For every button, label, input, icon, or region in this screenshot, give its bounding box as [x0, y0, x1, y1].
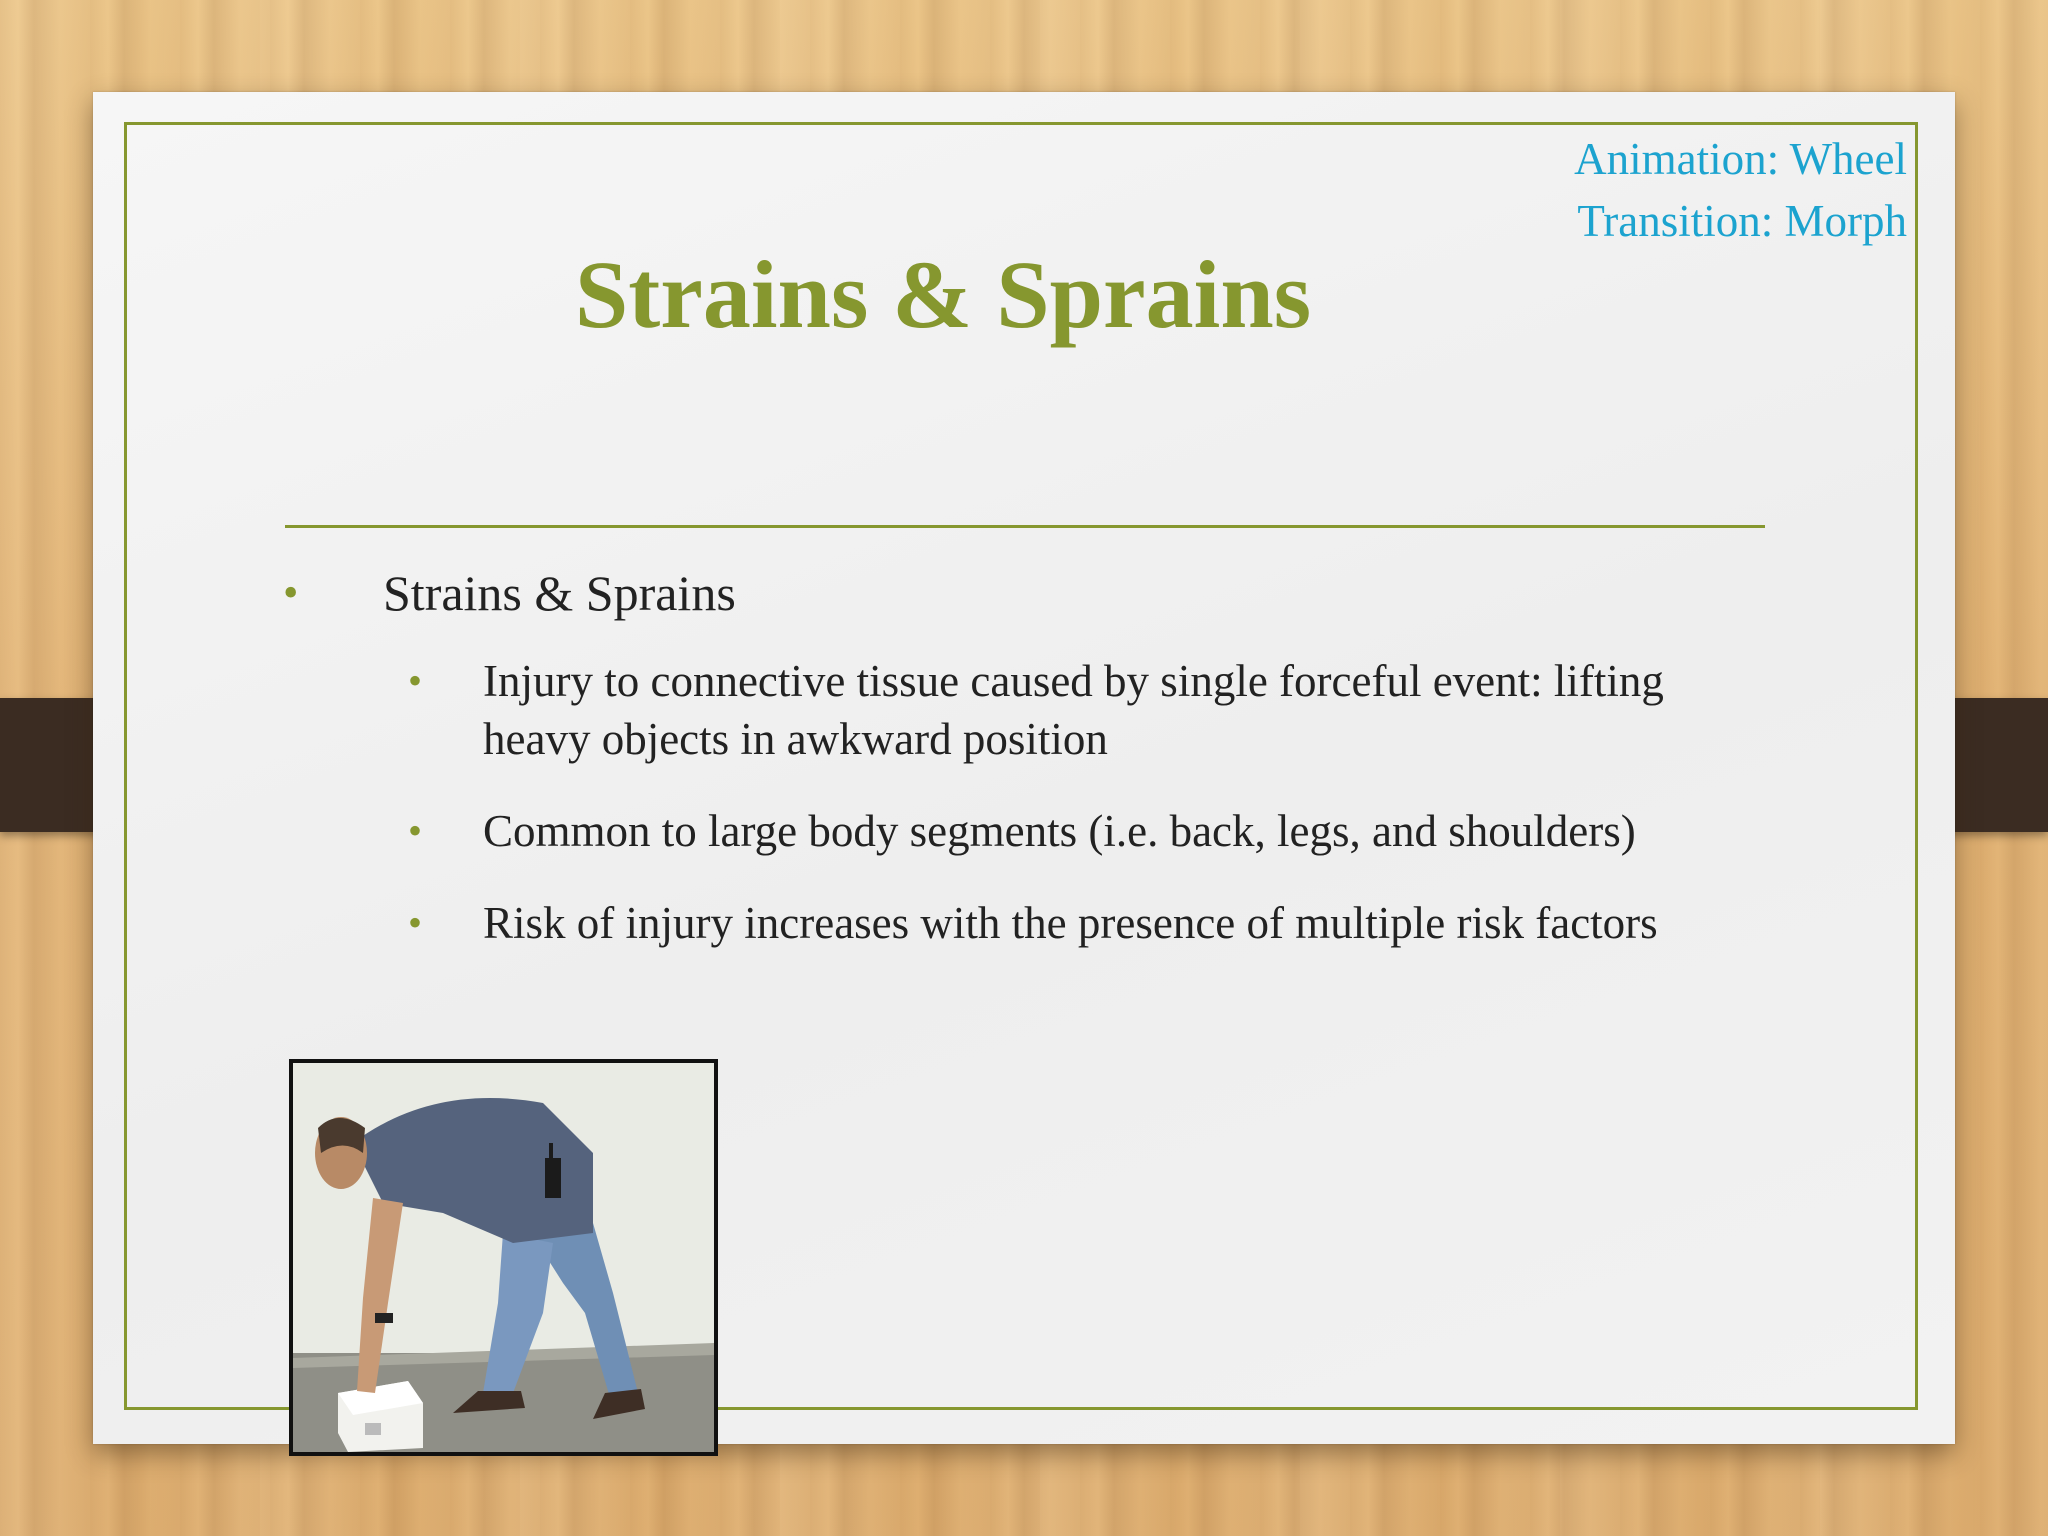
bullet-level2: [283, 894, 1763, 952]
animation-note: Animation: Wheel: [1574, 134, 1907, 184]
title-divider: [285, 525, 1765, 528]
bullet-dot-icon: •: [408, 900, 423, 945]
bullet-level1-text: Strains & Sprains: [383, 565, 736, 621]
animation-notes: [1574, 128, 1907, 252]
bullet-level2: [283, 802, 1763, 860]
bullet-dot-icon: •: [408, 808, 423, 853]
bullet-dot-icon: •: [408, 658, 423, 703]
bullet-dot-icon: •: [283, 568, 299, 617]
bullet-level2-text: Risk of injury increases with the presence of multiple risk factors: [483, 898, 1658, 948]
bullet-level2-text: Common to large body segments (i.e. back, legs, and shoulders): [483, 806, 1636, 856]
person-lifting-illustration: [293, 1063, 714, 1452]
bullet-level2: [283, 652, 1763, 768]
bullet-level2-text: Injury to connective tissue caused by single forceful event: lifting heavy objects in awkward position: [483, 656, 1664, 764]
lifting-photo: [289, 1059, 718, 1456]
bullet-level1: [283, 562, 1763, 624]
slide-title: Strains & Sprains: [574, 241, 1312, 348]
transition-note: Transition: Morph: [1577, 196, 1907, 246]
